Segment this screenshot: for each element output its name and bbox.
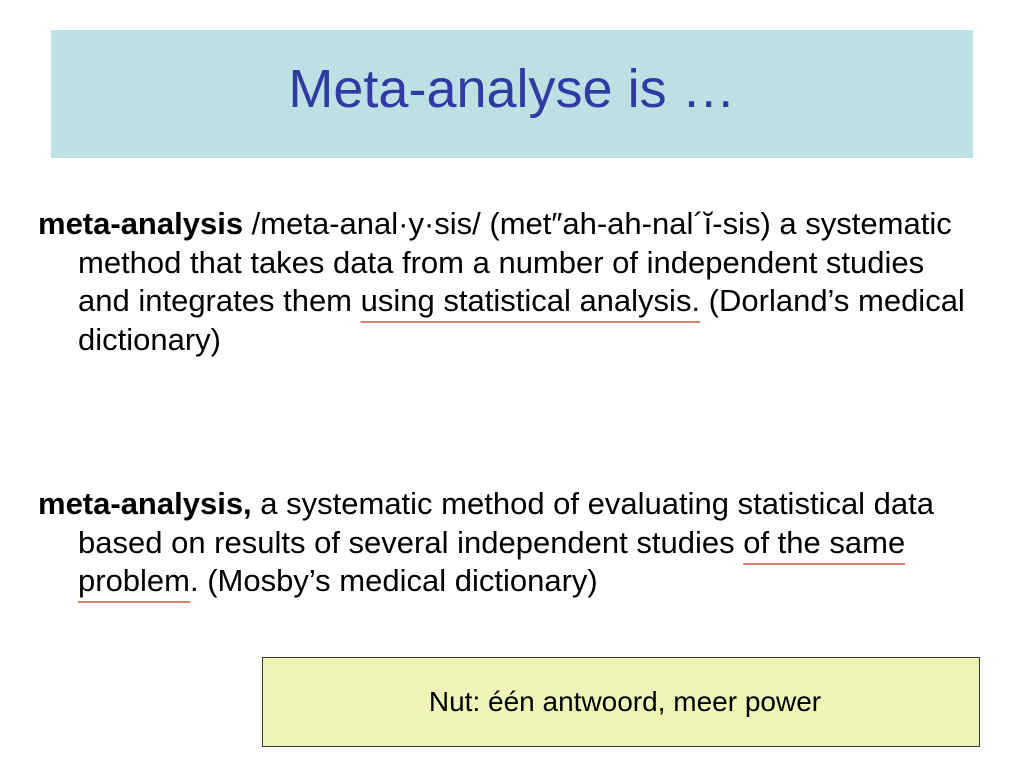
definition-dorland (38, 205, 978, 359)
note-text: Nut: één antwoord, meer power (428, 686, 822, 717)
note-box (262, 657, 980, 747)
definition-source: . (Mosby’s medical dictionary) (190, 563, 598, 598)
definition-term: meta-analysis (38, 206, 244, 241)
definition-mosby (38, 485, 978, 601)
title-banner (51, 30, 973, 158)
definition-text: /meta-anal·y·sis/ (met″ah-ah-nal´ĭ-sis) a systematic method that takes data from a number of independent studies and integrates them (78, 206, 952, 318)
definition-source: (Dorland’s medical dictionary) (78, 283, 965, 357)
definition-text: a systematic method of evaluating statistical data based on results of several independent studies (78, 486, 935, 560)
definition-underlined-text: of the same problem (78, 524, 906, 598)
definition-term: meta-analysis, (38, 486, 252, 521)
definition-underlined-text: using statistical analysis. (360, 283, 701, 318)
slide-title: Meta-analyse is … (288, 59, 736, 119)
